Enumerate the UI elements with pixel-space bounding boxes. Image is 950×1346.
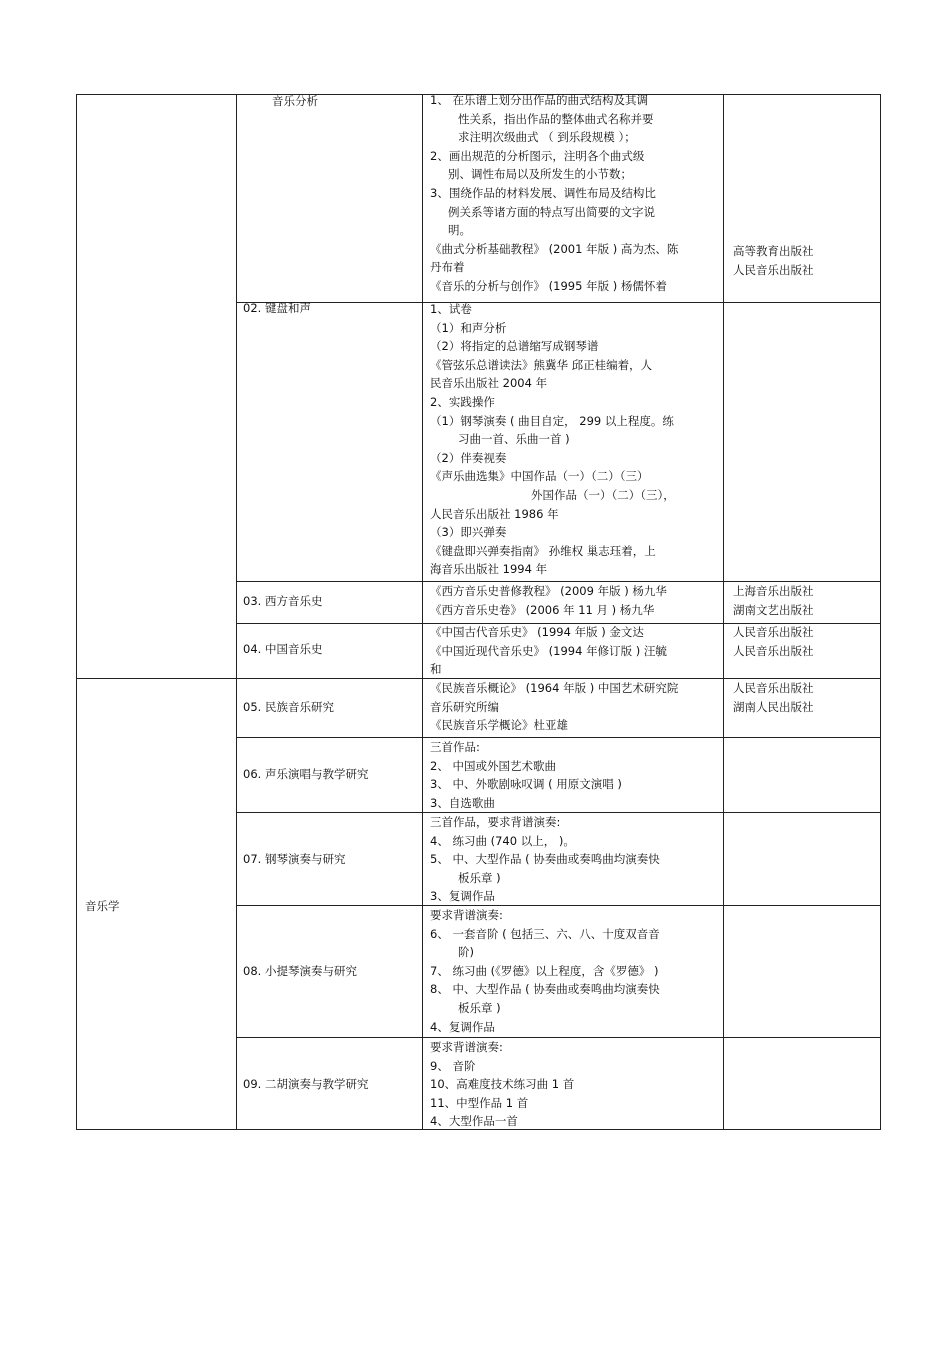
subject-label: 03. 西方音乐史 [243,594,323,608]
content-line: 板乐章 ) [458,870,501,885]
publisher-cell [733,623,814,660]
content-line: 和 [430,662,442,677]
content-line: 11、中型作品 1 首 [430,1095,529,1110]
content-line: 4、 练习曲 (740 以上， )。 [430,833,575,848]
subject-label: 08. 小提琴演奏与研究 [243,964,357,978]
publisher-line: 上海音乐出版社 [733,584,814,598]
content-line: 《民族音乐概论》 (1964 年版 ) 中国艺术研究院 [430,681,679,695]
content-line: （2）将指定的总谱缩写成钢琴谱 [430,339,599,354]
content-line: 阶) [458,945,474,960]
content-cell [430,1038,720,1131]
content-line: （1）钢琴演奏 ( 曲目自定， 299 以上程度。练 [430,413,674,428]
content-line: 例关系等诸方面的特点写出简要的文字说 [448,204,655,219]
publisher-cell [733,679,814,716]
publisher-cell [733,242,814,279]
subject-label: 02. 键盘和声 [243,301,311,315]
content-line: 3、自选歌曲 [430,795,495,810]
content-line: 音乐研究所编 [430,699,499,714]
content-line: 《声乐曲选集》中国作品（一）（二）（三） [430,469,649,484]
content-line: （1）和声分析 [430,320,507,335]
content-line: 人民音乐出版社 1986 年 [430,506,559,521]
subject-label: 音乐分析 [272,94,318,108]
content-line: 《西方音乐史普修教程》 (2009 年版 ) 杨九华 [430,584,667,598]
content-line: 2、 中国或外国艺术歌曲 [430,758,556,773]
subject-label: 04. 中国音乐史 [243,642,323,656]
content-line: 性关系，指出作品的整体曲式名称并要 [458,111,654,126]
content-line: 3、围绕作品的材料发展、调性布局及结构比 [430,185,656,200]
content-line: 三首作品，要求背谱演奏: [430,815,561,829]
content-line: 8、 中、大型作品 ( 协奏曲或奏鸣曲均演奏快 [430,982,660,997]
content-line: 5、 中、大型作品 ( 协奏曲或奏鸣曲均演奏快 [430,852,660,867]
column-divider [422,95,423,1129]
content-line: 4、复调作品 [430,1019,495,1034]
content-line: 明。 [448,223,471,238]
subject-label: 07. 钢琴演奏与研究 [243,852,346,866]
content-line: 三首作品: [430,740,480,754]
content-line: 外国作品（一）（二）（三）， [531,487,675,502]
content-line: 丹布着 [430,260,465,275]
content-line: 《中国古代音乐史》 (1994 年版 ) 金文达 [430,625,644,639]
content-line: 3、复调作品 [430,889,495,904]
publisher-line: 湖南文艺出版社 [733,602,814,617]
content-cell [430,623,720,679]
content-line: 别、调性布局以及所发生的小节数； [448,167,632,182]
publisher-line: 人民音乐出版社 [733,681,814,695]
content-line: 板乐章 ) [458,1000,501,1015]
subject-label: 09. 二胡演奏与教学研究 [243,1077,369,1091]
subject-label: 05. 民族音乐研究 [243,700,334,714]
content-line: 7、 练习曲 (《罗德》以上程度，含《罗德》 ) [430,963,659,978]
publisher-line: 人民音乐出版社 [733,262,814,277]
content-line: 《音乐的分析与创作》 (1995 年版 ) 杨儒怀着 [430,278,667,293]
column-divider [723,95,724,1129]
column-divider [236,95,237,1129]
content-line: 6、 一套音阶 ( 包括三、六、八、十度双音音 [430,926,660,941]
content-line: 海音乐出版社 1994 年 [430,562,548,577]
content-line: 《中国近现代音乐史》 (1994 年修订版 ) 汪毓 [430,643,667,658]
content-line: 2、画出规范的分析图示，注明各个曲式级 [430,148,645,163]
content-line: 《民族音乐学概论》杜亚雄 [430,718,568,733]
content-line: 4、大型作品一首 [430,1114,518,1129]
content-cell [430,300,720,579]
publisher-cell [733,582,814,619]
content-line: 要求背谱演奏: [430,1040,503,1054]
content-line: 求注明次级曲式 （ 到乐段规模 ）； [458,130,636,145]
content-line: 2、实践操作 [430,394,495,409]
content-cell [430,91,720,296]
course-table [76,94,881,1130]
content-line: 习曲一首、乐曲一首 ) [458,432,570,447]
content-cell [430,738,720,812]
content-line: 《管弦乐总谱读法》熊冀华 邱正桂编着，人 [430,357,653,372]
subject-label: 06. 声乐演唱与教学研究 [243,767,369,781]
content-line: 9、 音阶 [430,1058,476,1073]
content-line: 《曲式分析基础教程》 (2001 年版 ) 高为杰、陈 [430,241,679,256]
content-line: 民音乐出版社 2004 年 [430,376,548,391]
content-line: （2）伴奏视奏 [430,450,507,465]
publisher-line: 人民音乐出版社 [733,625,814,639]
publisher-line: 高等教育出版社 [733,244,814,258]
content-cell [430,582,720,619]
publisher-line: 湖南人民出版社 [733,699,814,714]
content-cell [430,906,720,1036]
content-line: （3）即兴弹奏 [430,525,507,540]
content-line: 要求背谱演奏: [430,908,503,922]
content-cell [430,679,720,735]
content-line: 1、试卷 [430,302,472,316]
content-line: 《西方音乐史卷》 (2006 年 11 月 ) 杨九华 [430,602,655,617]
content-line: 10、高难度技术练习曲 1 首 [430,1077,575,1092]
content-line: 《键盘即兴弹奏指南》 孙维权 巢志珏着，上 [430,543,656,558]
content-line: 1、 在乐谱上划分出作品的曲式结构及其调 [430,93,648,107]
content-line: 3、 中、外歌剧咏叹调 ( 用原文演唱 ) [430,777,622,792]
discipline-label: 音乐学 [85,899,120,913]
publisher-line: 人民音乐出版社 [733,643,814,658]
content-cell [430,813,720,906]
